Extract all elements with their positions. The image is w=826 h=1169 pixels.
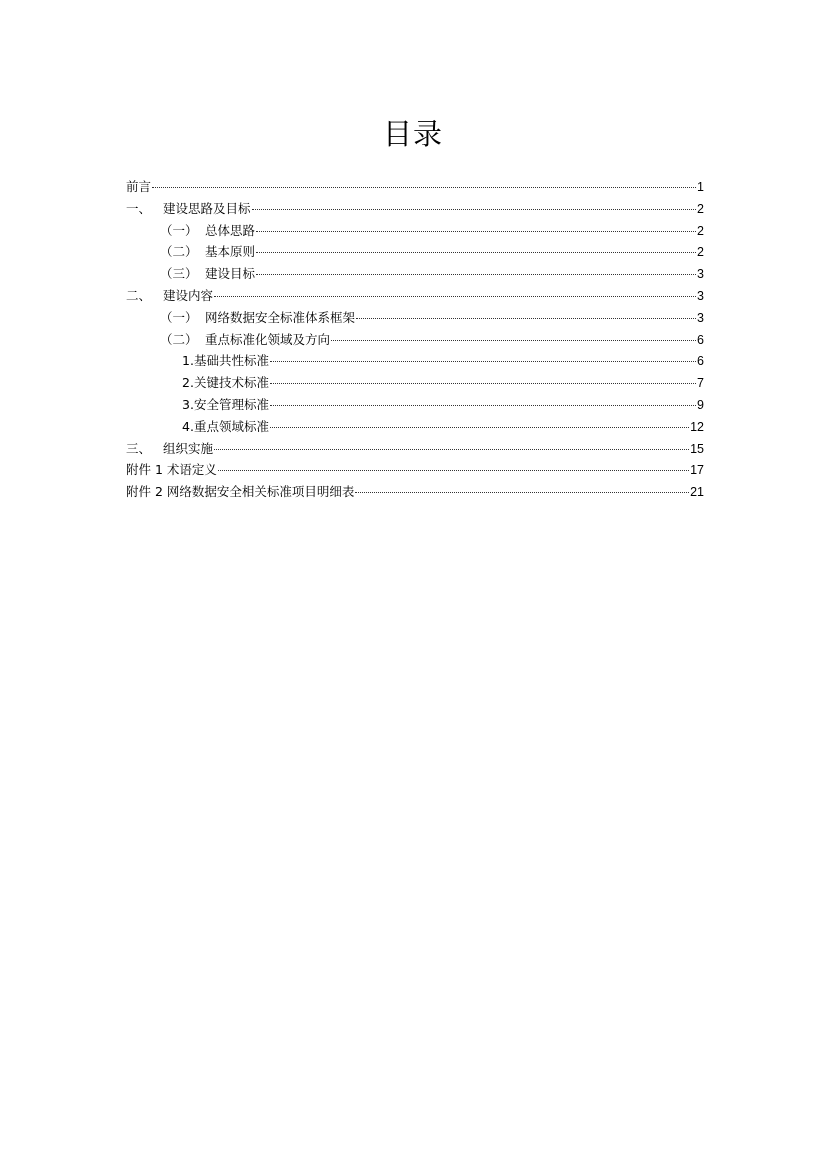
toc-entry-number: （二）	[160, 244, 198, 260]
toc-page-number: 2	[697, 201, 704, 216]
toc-entry-number: 1.	[182, 353, 194, 369]
toc-entry-number: 二、	[126, 287, 152, 303]
toc-entry-number: 三、	[126, 440, 152, 456]
dot-leader	[256, 231, 696, 232]
toc-entry-number: （一）	[160, 222, 198, 238]
toc-entry-number: （一）	[160, 309, 198, 325]
dot-leader	[331, 340, 696, 341]
toc-entry-title: 重点标准化领域及方向	[205, 331, 331, 347]
dot-leader	[152, 187, 696, 188]
dot-leader	[214, 296, 696, 297]
toc-entry-number: （三）	[160, 266, 198, 282]
toc-entry-title: 建设目标	[205, 266, 256, 282]
dot-leader	[270, 427, 689, 428]
toc-entry-title: 附件 2 网络数据安全相关标准项目明细表	[126, 484, 355, 500]
page-title: 目录	[382, 117, 443, 151]
toc-entry[interactable]	[126, 285, 704, 307]
toc-entry-title: 重点领域标准	[193, 418, 269, 434]
toc-page-number: 3	[697, 310, 704, 325]
toc-page-number: 17	[690, 463, 704, 478]
toc-entry[interactable]	[126, 263, 704, 285]
dot-leader	[214, 449, 689, 450]
toc-entry-number: 3.	[182, 396, 194, 412]
toc-entry[interactable]	[126, 372, 704, 394]
toc-page-number: 3	[697, 288, 704, 303]
toc-page-number: 6	[697, 354, 704, 369]
toc-entry-title: 附件 1 术语定义	[126, 462, 217, 478]
dot-leader	[356, 318, 696, 319]
toc-entry-number: 4.	[182, 418, 194, 434]
dot-leader	[256, 252, 696, 253]
toc-page-number: 9	[697, 397, 704, 412]
toc-entry[interactable]	[126, 220, 704, 242]
toc-page-number: 15	[690, 441, 704, 456]
toc-entry[interactable]	[126, 394, 704, 416]
toc-entry-number: 2.	[182, 375, 194, 391]
toc-page-number: 12	[690, 419, 704, 434]
dot-leader	[355, 492, 689, 493]
toc-entry[interactable]	[126, 481, 704, 503]
toc-page-number: 3	[697, 267, 704, 282]
toc-entry[interactable]	[126, 416, 704, 438]
toc-page-number: 7	[697, 376, 704, 391]
toc-entry[interactable]	[126, 198, 704, 220]
dot-leader	[270, 405, 696, 406]
dot-leader	[252, 209, 697, 210]
toc-entry-title: 前言	[126, 179, 152, 194]
table-of-contents	[126, 176, 704, 503]
toc-entry[interactable]	[126, 241, 704, 263]
toc-page-number: 6	[697, 332, 704, 347]
toc-entry[interactable]	[126, 176, 704, 198]
toc-entry-title: 基础共性标准	[193, 353, 269, 369]
toc-entry-title: 建设思路及目标	[163, 200, 251, 216]
toc-entry-title: 网络数据安全标准体系框架	[205, 309, 356, 325]
toc-entry[interactable]	[126, 329, 704, 351]
toc-entry-title: 组织实施	[163, 440, 214, 456]
toc-entry-title: 关键技术标准	[193, 375, 269, 391]
toc-entry-title: 基本原则	[205, 244, 256, 260]
toc-entry[interactable]	[126, 459, 704, 481]
toc-entry-number: 一、	[126, 200, 152, 216]
toc-page-number: 2	[697, 245, 704, 260]
toc-page-number: 1	[697, 180, 704, 194]
toc-entry-title: 安全管理标准	[193, 396, 269, 412]
toc-entry-title: 建设内容	[163, 287, 214, 303]
toc-entry-number: （二）	[160, 331, 198, 347]
toc-page-number: 21	[690, 485, 704, 500]
dot-leader	[256, 274, 696, 275]
dot-leader	[270, 361, 696, 362]
dot-leader	[270, 383, 696, 384]
toc-page-number: 2	[697, 223, 704, 238]
dot-leader	[218, 470, 689, 471]
toc-entry[interactable]	[126, 350, 704, 372]
toc-entry-title: 总体思路	[205, 222, 256, 238]
toc-entry[interactable]	[126, 438, 704, 460]
toc-entry[interactable]	[126, 307, 704, 329]
